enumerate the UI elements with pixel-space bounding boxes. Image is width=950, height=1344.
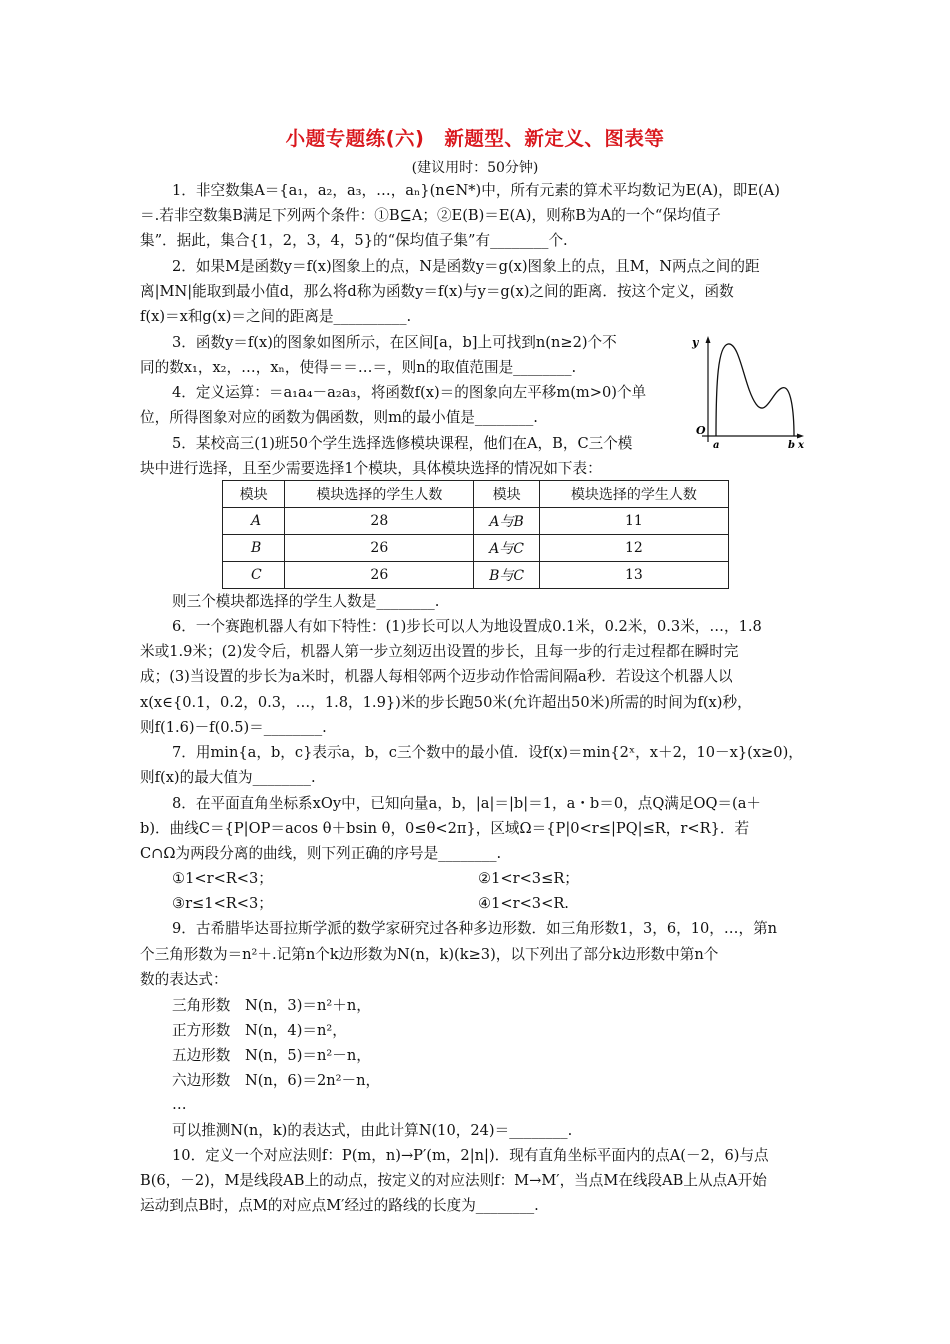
text-line: …	[172, 1096, 187, 1113]
table-header-row	[223, 481, 729, 508]
x-label: x	[798, 440, 804, 450]
text-line: f(x)＝x和g(x)＝之间的距离是__________.	[140, 308, 412, 325]
text-line: 离|MN|能取到最小值d，那么将d称为函数y＝f(x)与y＝g(x)之间的距离．按这个定义，函数	[140, 283, 734, 300]
table-cell: A与C	[474, 535, 539, 562]
x-axis-arrow	[797, 434, 804, 439]
text-line: 集”．据此，集合{1，2，3，4，5}的“保均值子集”有________个.	[140, 232, 568, 249]
page-title: 小题专题练(六) 新题型、新定义、图表等	[285, 127, 665, 150]
table-row	[223, 562, 729, 589]
text-line: 五边形数 N(n，5)＝n²－n，	[172, 1047, 371, 1064]
y-label: y	[692, 336, 699, 349]
y-axis-arrow	[706, 336, 711, 343]
table-cell: 26	[285, 535, 474, 562]
text-line: 块中进行选择，且至少需要选择1个模块，具体模块选择的情况如下表：	[140, 460, 602, 477]
text-line: 位，所得图象对应的函数为偶函数，则m的最小值是________.	[140, 409, 538, 426]
table-row	[223, 508, 729, 535]
table-cell: B	[223, 535, 285, 562]
suggested-time: (建议用时：50分钟)	[411, 160, 539, 176]
text-line: 三角形数 N(n，3)＝n²＋n，	[172, 997, 371, 1014]
text-line: 运动到点B时，点M的对应点M′经过的路线的长度为________.	[140, 1197, 539, 1214]
text-line: B(6，－2)，M是线段AB上的动点，按定义的对应法则f：M→M′，当点M在线段AB上从点A开始	[140, 1172, 767, 1189]
text-line: ＝.若非空数集B满足下列两个条件：①B⊆A；②E(B)＝E(A)，则称B为A的一个“保均值子	[140, 207, 721, 224]
option-2: ②1<r<3≤R；	[478, 870, 579, 887]
text-line: 个三角形数为＝n²＋.记第n个k边形数为N(n，k)(k≥3)，以下列出了部分k边形数中第n个	[140, 946, 719, 963]
table-cell: A与B	[474, 508, 539, 535]
option-4: ④1<r<3<R.	[478, 895, 569, 912]
text-line: 8．在平面直角坐标系xOy中，已知向量a，b，|a|＝|b|＝1，a・b＝0，点Q满足OQ＝(a＋	[172, 795, 762, 812]
text-line: C∩Ω为两段分离的曲线，则下列正确的序号是________.	[140, 845, 502, 862]
text-line: 5．某校高三(1)班50个学生选择选修模块课程，他们在A，B，C三个模	[172, 435, 633, 452]
b-label: b	[788, 440, 795, 450]
table-cell: 13	[539, 562, 728, 589]
a-label: a	[713, 440, 720, 450]
text-line: 同的数x₁，x₂，…，xₙ，使得＝＝…＝，则n的取值范围是________.	[140, 359, 577, 376]
origin-label: O	[696, 424, 706, 437]
option-1: ①1<r<R<3；	[172, 870, 273, 887]
text-line: 4．定义运算：＝a₁a₄－a₂a₃，将函数f(x)＝的图象向左平移m(m>0)个单	[172, 384, 647, 401]
table-header-cell: 模块选择的学生人数	[285, 481, 474, 508]
text-line: 则f(1.6)－f(0.5)＝________.	[140, 719, 327, 736]
function-graph	[688, 332, 806, 450]
text-line: 6．一个赛跑机器人有如下特性：(1)步长可以人为地设置成0.1米，0.2米，0.3米，…，1.8	[172, 618, 762, 635]
text-line: 成；(3)当设置的步长为a米时，机器人每相邻两个迈步动作恰需间隔a秒．若设这个机器人以	[140, 668, 733, 685]
text-line: 正方形数 N(n，4)＝n²，	[172, 1022, 347, 1039]
text-line: 数的表达式：	[140, 971, 228, 988]
text-line: b)．曲线C＝{P|OP＝acos θ＋bsin θ，0≤θ<2π}，区域Ω＝{P|0<r≤|PQ|≤R，r<R}．若	[140, 820, 750, 837]
text-line: 则f(x)的最大值为________.	[140, 769, 316, 786]
option-3: ③r≤1<R<3；	[172, 895, 273, 912]
table-row	[223, 535, 729, 562]
text-line: 9．古希腊毕达哥拉斯学派的数学家研究过各种多边形数．如三角形数1，3，6，10，…，第n	[172, 920, 778, 937]
module-selection-table	[222, 480, 729, 589]
table-cell: C	[223, 562, 285, 589]
text-line: 10．定义一个对应法则f：P(m，n)→P′(m，2|n|)．现有直角坐标平面内的点A(－2，6)与点	[172, 1147, 769, 1164]
text-line: 1．非空数集A＝{a₁，a₂，a₃，…，aₙ}(n∈N*)中，所有元素的算术平均数记为E(A)，即E(A)	[172, 182, 780, 199]
table-cell: 28	[285, 508, 474, 535]
table-header-cell: 模块	[474, 481, 539, 508]
table-cell: A	[223, 508, 285, 535]
table-cell: 26	[285, 562, 474, 589]
text-line: 2．如果M是函数y＝f(x)图象上的点，N是函数y＝g(x)图象上的点，且M，N两点之间的距	[172, 258, 760, 275]
table-cell: B与C	[474, 562, 539, 589]
text-line: 可以推测N(n，k)的表达式，由此计算N(10，24)＝________.	[172, 1122, 573, 1139]
text-line: 3．函数y＝f(x)的图象如图所示，在区间[a，b]上可找到n(n≥2)个不	[172, 334, 617, 351]
text-line: 六边形数 N(n，6)＝2n²－n，	[172, 1072, 381, 1089]
table-cell: 12	[539, 535, 728, 562]
table-header-cell: 模块选择的学生人数	[539, 481, 728, 508]
text-line: x(x∈{0.1，0.2，0.3，…，1.8，1.9})米的步长跑50米(允许超出50米)所需的时间为f(x)秒，	[140, 694, 752, 711]
table-cell: 11	[539, 508, 728, 535]
text-line: 则三个模块都选择的学生人数是________.	[172, 593, 440, 610]
text-line: 米或1.9米；(2)发令后，机器人第一步立刻迈出设置的步长，且每一步的行走过程都在瞬时完	[140, 643, 739, 660]
function-curve	[716, 344, 794, 436]
table-header-cell: 模块	[223, 481, 285, 508]
text-line: 7．用min{a，b，c}表示a，b，c三个数中的最小值．设f(x)＝min{2ˣ，x＋2，10－x}(x≥0)，	[172, 744, 803, 761]
